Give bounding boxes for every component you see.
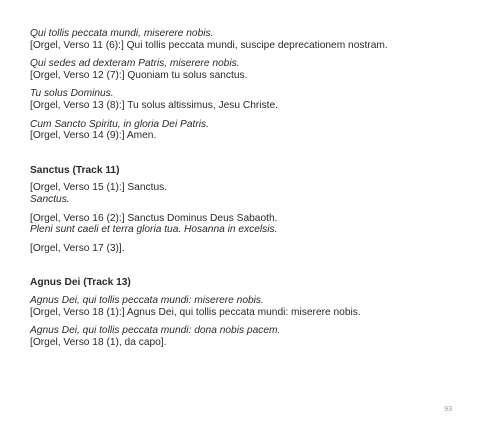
agnus-heading xyxy=(30,277,460,289)
latin-line: Agnus Dei, qui tollis peccata mundi: dona nobis pacem. xyxy=(30,325,281,337)
page-number: 93 xyxy=(444,406,452,413)
orgel-line: [Orgel, Verso 17 (3)]. xyxy=(30,242,125,254)
gloria-block-2 xyxy=(30,58,460,81)
gloria-block-1 xyxy=(30,28,460,51)
latin-line: Agnus Dei, qui tollis peccata mundi: miserere nobis. xyxy=(30,294,264,306)
gloria-block-3 xyxy=(30,88,460,111)
latin-line: Cum Sancto Spiritu, in gloria Dei Patris. xyxy=(30,118,209,130)
track-label: (Track 13) xyxy=(83,277,131,289)
track-label: (Track 11) xyxy=(72,164,120,176)
orgel-line: [Orgel, Verso 14 (9):] Amen. xyxy=(30,130,157,142)
orgel-line: [Orgel, Verso 15 (1):] Sanctus. xyxy=(30,182,168,194)
agnus-block-1 xyxy=(30,295,460,318)
section-title: Agnus Dei xyxy=(30,277,81,289)
sanctus-block-3 xyxy=(30,243,460,255)
latin-line: Sanctus. xyxy=(30,193,70,205)
latin-line: Qui tollis peccata mundi, miserere nobis. xyxy=(30,28,214,39)
latin-line: Qui sedes ad dexteram Patris, miserere nobis. xyxy=(30,58,240,70)
text-column xyxy=(30,28,460,355)
orgel-line: [Orgel, Verso 16 (2):] Sanctus Dominus Deus Sabaoth. xyxy=(30,212,278,224)
sanctus-block-2 xyxy=(30,213,460,236)
orgel-line: [Orgel, Verso 18 (1):] Agnus Dei, qui tollis peccata mundi: miserere nobis. xyxy=(30,306,361,318)
orgel-line: [Orgel, Verso 11 (6):] Qui tollis peccata mundi, suscipe deprecationem nostram. xyxy=(30,39,388,51)
section-title: Sanctus xyxy=(30,164,70,176)
sanctus-block-1 xyxy=(30,182,460,205)
gloria-block-4 xyxy=(30,119,460,142)
orgel-line: [Orgel, Verso 12 (7):] Quoniam tu solus sanctus. xyxy=(30,69,248,81)
latin-line: Tu solus Dominus. xyxy=(30,88,114,100)
sanctus-heading xyxy=(30,165,460,177)
orgel-line: [Orgel, Verso 13 (8):] Tu solus altissimus, Jesu Christe. xyxy=(30,99,278,111)
agnus-block-2 xyxy=(30,325,460,348)
orgel-line: [Orgel, Verso 18 (1), da capo]. xyxy=(30,336,167,348)
latin-line: Pleni sunt caeli et terra gloria tua. Hosanna in excelsis. xyxy=(30,224,278,236)
